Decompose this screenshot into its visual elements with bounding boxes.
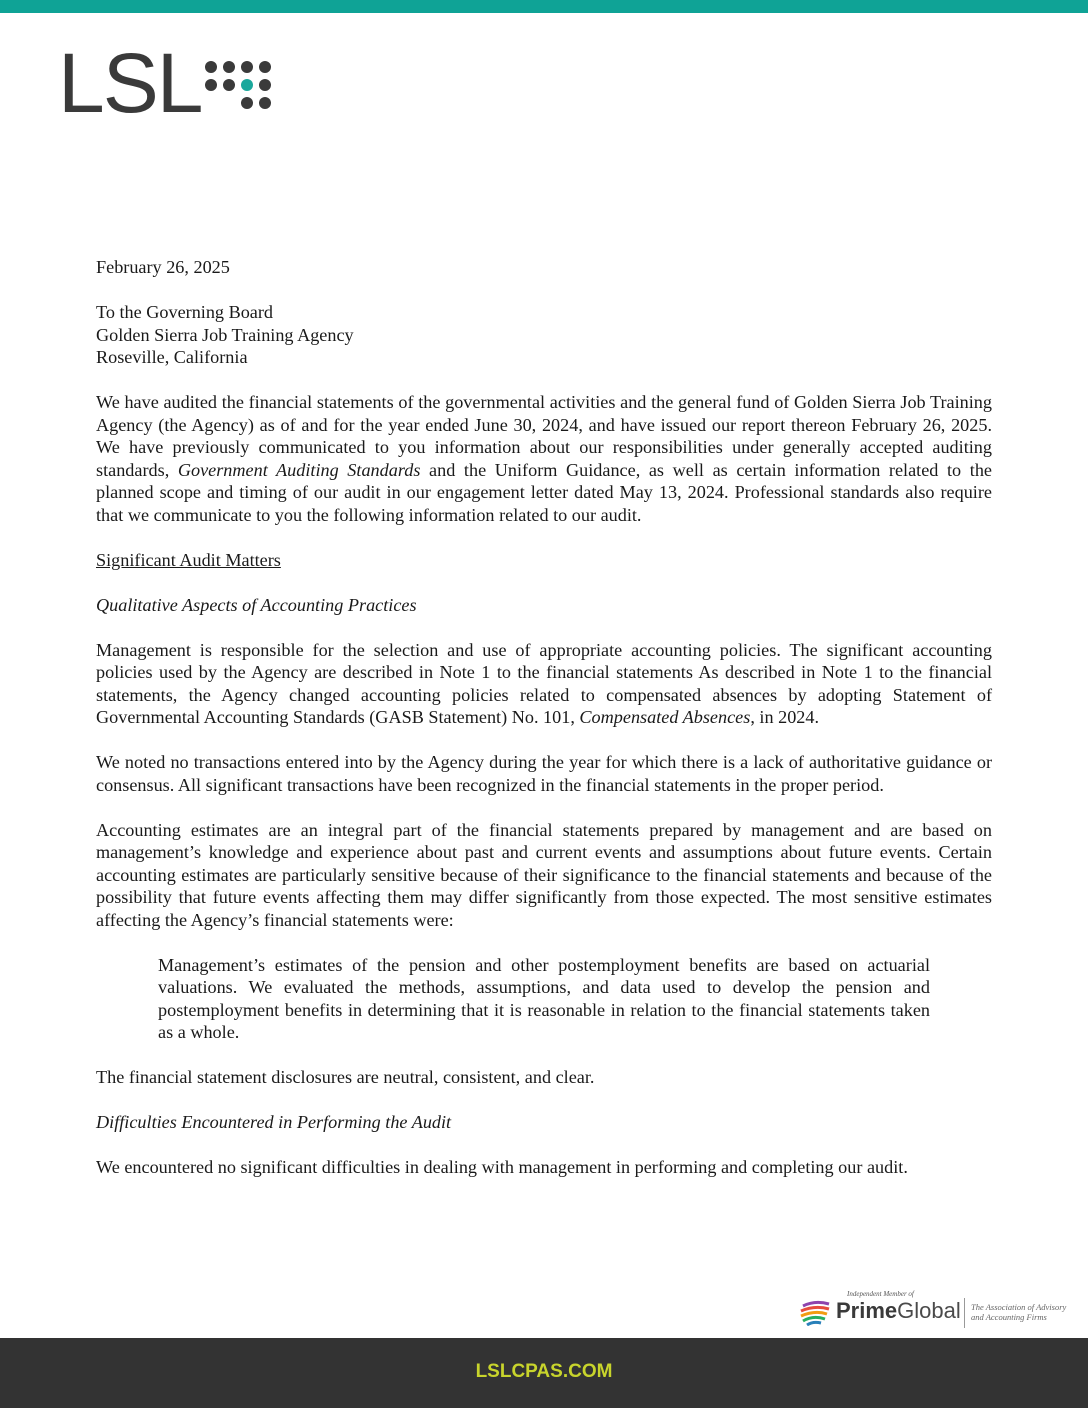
section-heading: Significant Audit Matters: [96, 549, 281, 570]
primeglobal-swirl-icon: [799, 1300, 831, 1326]
estimates-paragraph: Accounting estimates are an integral part of the financial statements prepared by management and are based on management’s knowledge and experience about past and current events and assumptions about future events. Certain accounting estimates are particularly sensitive because of their significance to the financial statements and because of the possibility that future events affecting them may differ significantly from those expected. The most sensitive estimates affecting the Agency’s financial statements were:: [96, 819, 992, 930]
recipient-line: To the Governing Board: [96, 302, 274, 322]
transactions-paragraph: We noted no transactions entered into by the Agency during the year for which there is a lack of authoritative guidance or consensus. All significant transactions have been recognized in the financial statements in the proper period.: [96, 752, 992, 795]
primeglobal-tagline: The Association of Advisory and Accounting Firms: [971, 1302, 1067, 1322]
footer-bar: [0, 1338, 1088, 1408]
primeglobal-logo: Independent Member of PrimeGlobal The Association of Advisory and Accounting Firms: [799, 1290, 1074, 1332]
primeglobal-name: PrimeGlobal: [836, 1298, 961, 1323]
estimates-detail: Management’s estimates of the pension and other postemployment benefits are based on actuarial valuations. We evaluated the methods, assumptions, and data used to develop the pension and postemployment benefits in determining that it is reasonable in relation to the financial statements taken as a whole.: [158, 954, 930, 1042]
difficulties-paragraph: We encountered no significant difficulties in dealing with management in performing and completing our audit.: [96, 1157, 908, 1177]
letter-date: February 26, 2025: [96, 257, 230, 277]
divider: [964, 1298, 965, 1328]
header-band: [0, 0, 1088, 13]
policies-paragraph: Management is responsible for the selection and use of appropriate accounting policies. The significant accounting policies used by the Agency are described in Note 1 to the financial statements As described in Note 1 to the financial statements, the Agency changed accounting policies related to compensated absences by adopting Statement of Governmental Accounting Standards (GASB Statement) No. 101, Compensated Absences, in 2024.: [96, 639, 992, 727]
recipient-line: Golden Sierra Job Training Agency: [96, 324, 354, 345]
recipient-line: Roseville, California: [96, 347, 248, 367]
subheading-difficulties: Difficulties Encountered in Performing the Audit: [96, 1112, 452, 1132]
recipient-block: [96, 301, 992, 369]
intro-paragraph: We have audited the financial statements of the governmental activities and the general fund of Golden Sierra Job Training Agency (the Agency) as of and for the year ended June 30, 2024, and have issued our report thereon February 26, 2025. We have previously communicated to you information about our responsibilities under generally accepted auditing standards, Government Auditing Standards and the Uniform Guidance, as well as certain information related to the planned scope and timing of our audit in our engagement letter dated May 13, 2024. Professional standards also require that we communicate to you the following information related to our audit.: [96, 392, 992, 525]
website-link[interactable]: LSLCPAS.COM: [475, 1361, 613, 1382]
logo-wordmark: LSL: [58, 36, 202, 130]
disclosures-paragraph: The financial statement disclosures are neutral, consistent, and clear.: [96, 1067, 595, 1087]
letter-body: [96, 256, 992, 1201]
subheading-qualitative: Qualitative Aspects of Accounting Practices: [96, 594, 417, 615]
